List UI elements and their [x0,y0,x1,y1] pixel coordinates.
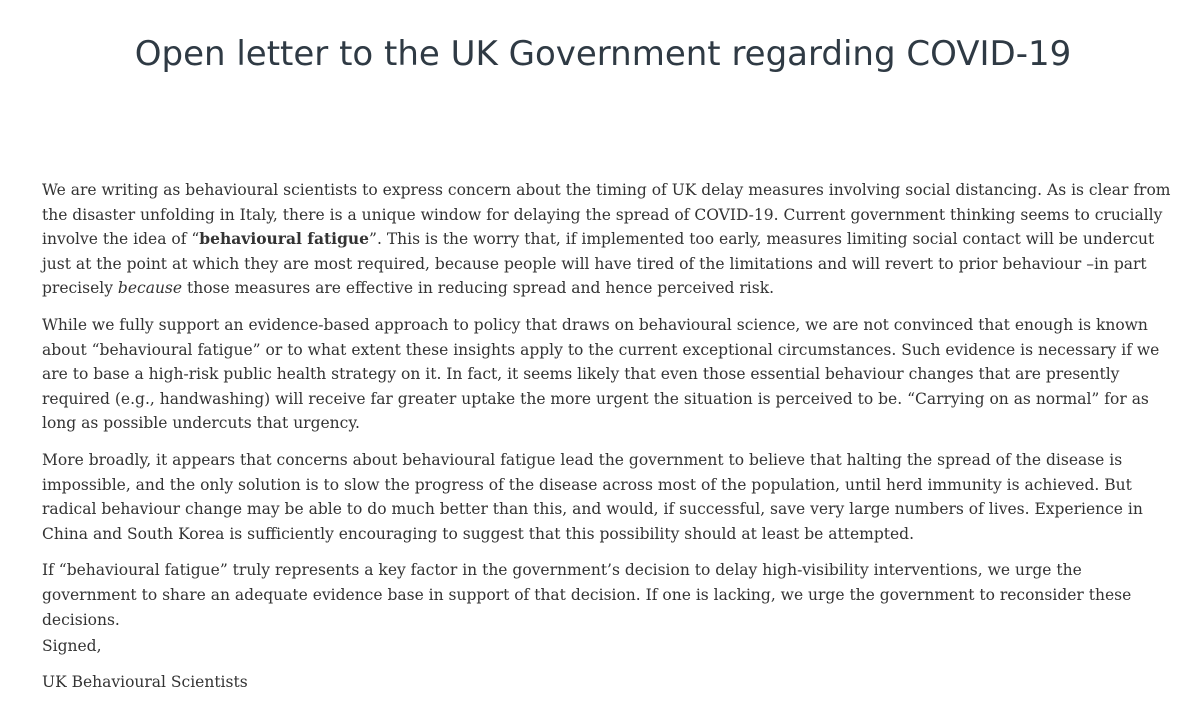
paragraph-1-text-b: ”. This is the worry that, if implemented too early, measures limiting social contact will be undercut just at the point at which they are most required, because people will have tired of the limitations and will revert to prior behaviour –in part precisely [42,230,1155,298]
because-emphasis: because [117,279,183,298]
paragraph-1-text-a: We are writing as behavioural scientists to express concern about the timing of UK delay measures involving social distancing. As is clear from the disaster unfolding in Italy, there is a unique window for delaying the spread of COVID-19. Current government thinking seems to crucially involve the idea of “ [42,181,1171,249]
paragraph-1-text-c: those measures are effective in reducing spread and hence perceived risk. [182,279,775,298]
paragraph-2: While we fully support an evidence-based approach to policy that draws on behavioural science, we are not convinced that enough is known about “behavioural fatigue” or to what extent these insights apply to the current exceptional circumstances. Such evidence is necessary if we are to base a high-risk public health strategy on it. In fact, it seems likely that even those essential behaviour changes that are presently required (e.g., handwashing) will receive far greater uptake the more urgent the situation is perceived to be. “Carrying on as normal” for as long as possible undercuts that urgency. [42,315,1160,433]
paragraph-4: If “behavioural fatigue” truly represents a key factor in the government’s decision to delay high-visibility interventions, we urge the government to share an adequate evidence base in support of that decision. If one is lacking, we urge the government to reconsider these decisions. [42,561,1132,629]
signatory: UK Behavioural Scientists [42,673,248,691]
signed-line: Signed, [42,637,102,655]
behavioural-fatigue-term: behavioural fatigue [199,229,370,249]
paragraph-3: More broadly, it appears that concerns about behavioural fatigue lead the government to believe that halting the spread of the disease is impossible, and the only solution is to slow the progress of the disease across most of the population, until herd immunity is achieved. But radical behaviour change may be able to do much better than this, and would, if successful, save very large numbers of lives. Experience in China and South Korea is sufficiently encouraging to suggest that this possibility should at least be attempted. [42,450,1143,543]
paragraph-1 [42,178,1178,301]
letter-body [42,178,1178,644]
page-title: Open letter to the UK Government regarding COVID-19 [134,34,1072,74]
